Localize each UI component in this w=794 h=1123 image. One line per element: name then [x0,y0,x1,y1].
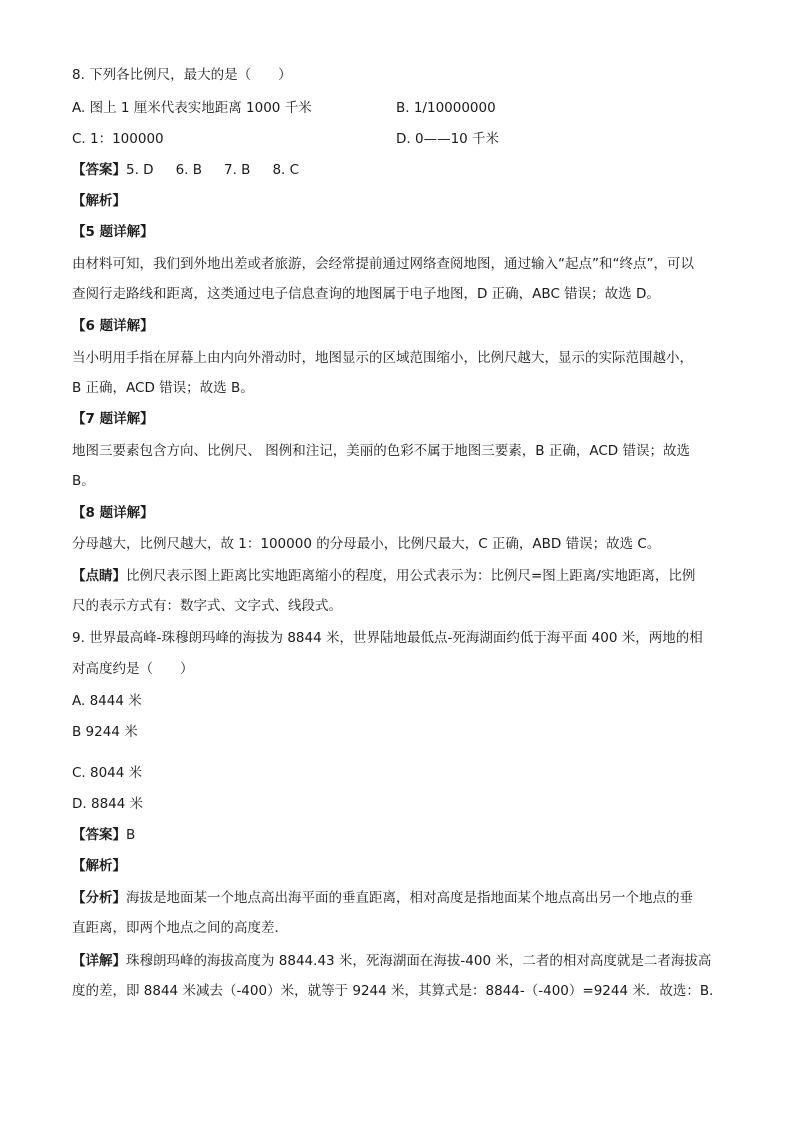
answer-item: 6. B [175,162,203,178]
analysis-label: 【解析】 [72,858,126,874]
detail-7-title: 【7 题详解】 [72,411,154,427]
point-text: 比例尺表示图上距离比实地距离缩小的程度，用公式表示为：比例尺=图上距离/实地距离，比例 [126,568,696,584]
answer-label: 【答案】 [72,162,126,178]
answer-item: 7. B [224,162,251,178]
xiangjie-label: 【详解】 [72,953,126,969]
fenxi-line-2: 直距离，即两个地点之间的高度差． [72,920,288,936]
detail-5-title: 【5 题详解】 [72,224,154,240]
answer-line-2 [72,825,722,845]
point-line-2: 尺的表示方式有：数字式、文字式、线段式。 [72,598,342,614]
point-label: 【点睛】 [72,568,126,584]
q8-option-b: B. 1/10000000 [396,100,496,116]
q8-stem: 8. 下列各比例尺，最大的是（ ） [72,67,292,83]
detail-8-line-1: 分母越大，比例尺越大，故 1：100000 的分母最小，比例尺最大，C 正确，ABD 错误；故选 C。 [72,536,661,552]
detail-6-title: 【6 题详解】 [72,318,154,334]
answer-label: 【答案】 [72,827,126,843]
detail-6-line-1: 当小明用手指在屏幕上由内向外滑动时，地图显示的区域范围缩小，比例尺越大，显示的实际范围越小， [72,350,693,366]
answer-line-1 [72,160,722,180]
xiangjie-line-2: 度的差，即 8844 米减去（-400）米，就等于 9244 米，其算式是：8844-（-400）=9244 米．故选：B． [72,983,723,999]
analysis-label: 【解析】 [72,193,126,209]
q9-option-a: A. 8444 米 [72,693,142,709]
detail-7-line-1: 地图三要素包含方向、比例尺、 图例和注记，美丽的色彩不属于地图三要素，B 正确，ACD 错误；故选 [72,443,690,459]
q9-option-c: C. 8044 米 [72,765,143,781]
detail-6-line-2: B 正确，ACD 错误；故选 B。 [72,380,254,396]
detail-5-line-2: 查阅行走路线和距离，这类通过电子信息查询的地图属于电子地图，D 正确，ABC 错误；故选 D。 [72,286,660,302]
q9-stem-line-2: 对高度约是（ ） [72,661,194,677]
answer-item: 8. C [272,162,300,178]
q8-option-c: C. 1：100000 [72,131,164,147]
q8-option-d: D. 0——10 千米 [396,131,500,147]
q9-option-d: D. 8844 米 [72,796,144,812]
answer-value: B [126,827,136,843]
detail-7-line-2: B。 [72,473,95,489]
q9-stem-line-1: 9. 世界最高峰-珠穆朗玛峰的海拔为 8844 米，世界陆地最低点-死海湖面约低于海平面 400 米，两地的相 [72,630,703,646]
detail-8-title: 【8 题详解】 [72,505,154,521]
point-line-1 [72,566,722,586]
fenxi-text: 海拔是地面某一个地点高出海平面的垂直距离，相对高度是指地面某个地点高出另一个地点的垂 [126,890,693,906]
fenxi-line-1 [72,888,722,908]
q9-option-b: B 9244 米 [72,724,138,740]
fenxi-label: 【分析】 [72,890,126,906]
answer-item: 5. D [126,162,154,178]
detail-5-line-1: 由材料可知，我们到外地出差或者旅游，会经常提前通过网络查阅地图，通过输入“起点”和“终点”，可以 [72,256,694,272]
xiangjie-line-1 [72,951,722,971]
xiangjie-text: 珠穆朗玛峰的海拔高度为 8844.43 米，死海湖面在海拔-400 米，二者的相对高度就是二者海拔高 [126,953,712,969]
q8-option-a: A. 图上 1 厘米代表实地距离 1000 千米 [72,100,312,116]
